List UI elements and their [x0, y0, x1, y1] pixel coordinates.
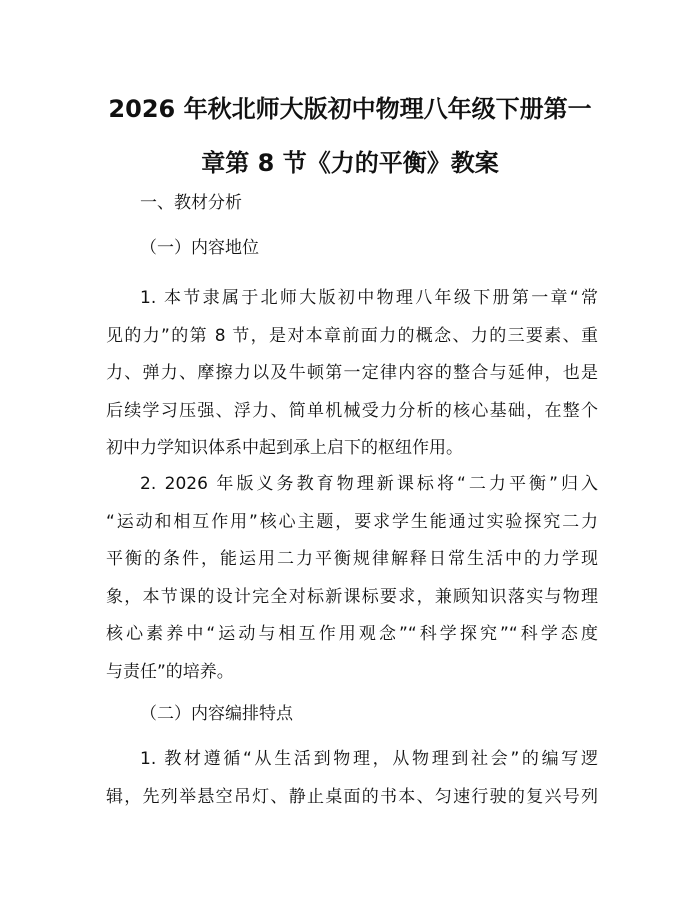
paragraph-line: 1. 本节隶属于北师大版初中物理八年级下册第一章“常: [140, 288, 598, 308]
paragraph-line: 核心素养中“运动与相互作用观念”“科学探究”“科学态度: [106, 624, 598, 644]
paragraph-line: 象，本节课的设计完全对标新课标要求，兼顾知识落实与物理: [106, 586, 598, 607]
paragraph-line: 平衡的条件，能运用二力平衡规律解释日常生活中的力学现: [106, 549, 598, 569]
section-heading-textbook-analysis: 一、教材分析: [140, 193, 242, 213]
title-line: 章第 8 节《力的平衡》教案: [201, 149, 499, 177]
paragraph-content-position-1: [106, 280, 598, 468]
paragraph-line: 2. 2026 年版义务教育物理新课标将“二力平衡”归入: [140, 474, 598, 494]
document-title: [100, 82, 600, 190]
paragraph-line: 辑，先列举悬空吊灯、静止桌面的书本、匀速行驶的复兴号列: [106, 786, 598, 807]
paragraph-line: 后续学习压强、浮力、简单机械受力分析的核心基础，在整个: [106, 400, 598, 421]
paragraph-arrangement-features-1: [106, 741, 598, 816]
paragraph-line: 1. 教材遵循“从生活到物理，从物理到社会”的编写逻: [140, 749, 598, 769]
subsection-heading-content-position: （一）内容地位: [140, 238, 259, 258]
paragraph-line: 与责任”的培养。: [106, 661, 234, 682]
paragraph-line: “运动和相互作用”核心主题，要求学生能通过实验探究二力: [106, 511, 598, 532]
paragraph-content-position-2: [106, 466, 598, 691]
paragraph-line: 见的力”的第 8 节，是对本章前面力的概念、力的三要素、重: [106, 325, 598, 346]
subsection-heading-arrangement-features: （二）内容编排特点: [140, 704, 293, 724]
paragraph-line: 力、弹力、摩擦力以及牛顿第一定律内容的整合与延伸，也是: [106, 363, 598, 383]
paragraph-line: 初中力学知识体系中起到承上启下的枢纽作用。: [106, 438, 463, 458]
title-line: 2026 年秋北师大版初中物理八年级下册第一: [108, 95, 592, 123]
